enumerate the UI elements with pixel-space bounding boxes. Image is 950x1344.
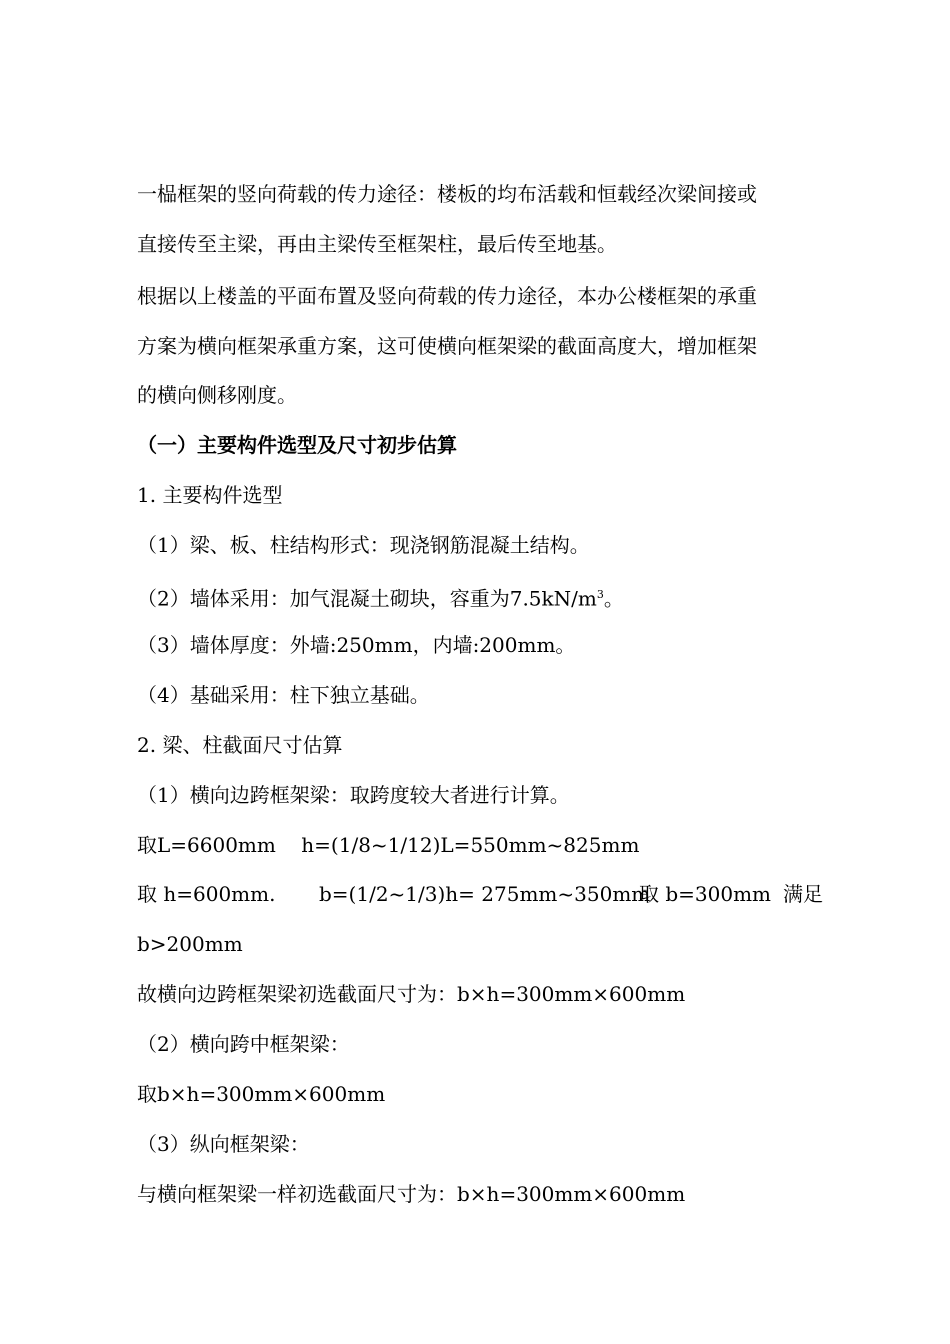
item1-title: 1. 主要构件选型 xyxy=(137,483,283,507)
result-mid-beam: 取b×h=300mm×600mm xyxy=(137,1082,386,1106)
item1-structure-form: （1）梁、板、柱结构形式：现浇钢筋混凝土结构。 xyxy=(137,533,590,557)
paragraph-scheme-line-3: 的横向侧移刚度。 xyxy=(137,383,297,407)
calc-satisfy-label: 满足 xyxy=(783,882,823,906)
paragraph-scheme-line-2: 方案为横向框架承重方案，这可使横向框架梁的截面高度大，增加框架 xyxy=(137,334,757,358)
calc-width-range: b=(1/2~1/3)h= 275mm~350mm xyxy=(319,882,651,906)
paragraph-load-path-line-2: 直接传至主梁，再由主梁传至框架柱，最后传至地基。 xyxy=(137,232,617,256)
paragraph-load-path-line-1: 一榀框架的竖向荷载的传力途径：楼板的均布活载和恒载经次梁间接或 xyxy=(137,182,757,206)
wall-material-suffix: 。 xyxy=(603,586,624,611)
paragraph-scheme-line-1: 根据以上楼盖的平面布置及竖向荷载的传力途径，本办公楼框架的承重 xyxy=(137,284,757,308)
calc-width-row xyxy=(137,880,833,908)
calc-span-height: 取L=6600mm h=(1/8~1/12)L=550mm~825mm xyxy=(137,833,640,857)
result-longitudinal-beam: 与横向框架梁一样初选截面尺寸为：b×h=300mm×600mm xyxy=(137,1182,686,1206)
item1-wall-thickness: （3）墙体厚度：外墙:250mm，内墙:200mm。 xyxy=(137,633,576,657)
wall-material-text: （2）墙体采用：加气混凝土砌块，容重为7.5kN/m xyxy=(137,586,597,611)
calc-width-condition: b>200mm xyxy=(137,932,243,956)
result-edge-beam: 故横向边跨框架梁初选截面尺寸为：b×h=300mm×600mm xyxy=(137,982,686,1006)
calc-height-choice: 取 h=600mm. xyxy=(137,882,276,906)
item1-foundation: （4）基础采用：柱下独立基础。 xyxy=(137,683,430,707)
item1-wall-material xyxy=(137,581,837,613)
section-heading: （一）主要构件选型及尺寸初步估算 xyxy=(137,433,457,457)
item2-longitudinal-beam: （3）纵向框架梁： xyxy=(137,1132,310,1156)
item2-title: 2. 梁、柱截面尺寸估算 xyxy=(137,733,343,757)
item2-transverse-edge-beam: （1）横向边跨框架梁：取跨度较大者进行计算。 xyxy=(137,783,570,807)
wall-material-superscript: 3 xyxy=(596,588,604,601)
item2-transverse-mid-beam: （2）横向跨中框架梁： xyxy=(137,1032,350,1056)
calc-width-choice: 取 b=300mm xyxy=(639,882,772,906)
